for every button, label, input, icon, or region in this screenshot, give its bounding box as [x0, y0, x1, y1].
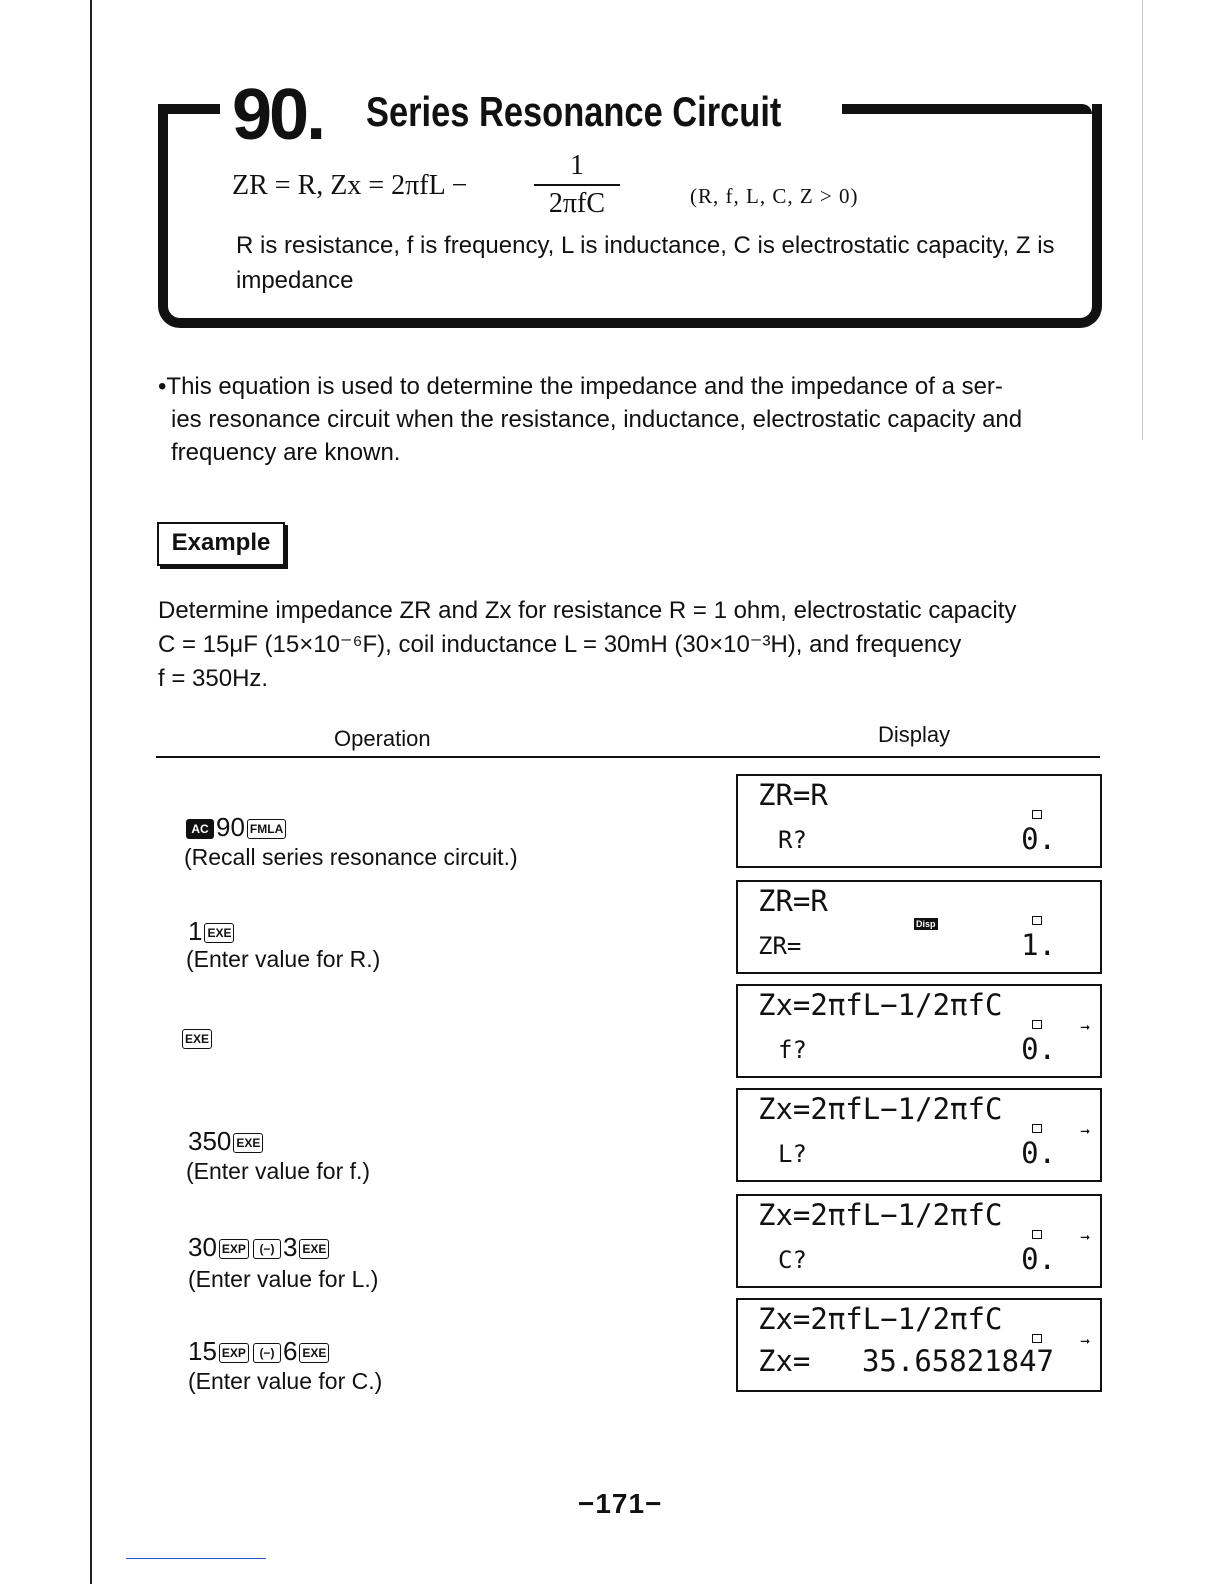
ac-key: AC — [186, 819, 214, 839]
description-line: ies resonance circuit when the resistance, inductance, electrostatic capacity and — [171, 406, 1023, 433]
footer-line — [126, 1558, 266, 1559]
indicator-d-icon — [1032, 916, 1042, 925]
step-keys-text: 1 — [188, 916, 203, 946]
indicator-d-icon — [1032, 1020, 1042, 1029]
formula-fraction — [534, 150, 620, 220]
exe-key: EXE — [204, 923, 234, 943]
indicator-d-icon — [1032, 1230, 1042, 1239]
step-keys-text: 15 — [188, 1336, 217, 1366]
lcd-display-3 — [736, 984, 1102, 1078]
formula-box-top-left — [158, 104, 220, 114]
operation-note-5: (Enter value for L.) — [188, 1266, 379, 1292]
operation-step-4 — [188, 1126, 265, 1157]
operation-header: Operation — [334, 726, 431, 751]
lcd-line-2: Zx= — [758, 1344, 811, 1378]
right-arrow-icon: ➞ — [1080, 1122, 1090, 1141]
fraction-bar — [534, 184, 620, 186]
operation-note-1: (Recall series resonance circuit.) — [184, 844, 518, 870]
lcd-value: 35.65821847 — [861, 1344, 1054, 1378]
operation-step-2 — [188, 916, 236, 947]
description-line: frequency are known. — [171, 439, 401, 466]
operation-step-3 — [180, 1022, 214, 1053]
lcd-line-1: Zx=2πfL−1/2πfC — [758, 1198, 1003, 1232]
lcd-value: 0. — [1021, 822, 1056, 856]
right-arrow-icon: ➞ — [1080, 1018, 1090, 1037]
page-number: −171− — [578, 1488, 663, 1519]
fmla-key: FMLA — [247, 819, 286, 839]
variable-definitions: R is resistance, f is frequency, L is inductance, C is electrostatic capacity, Z is impedance — [236, 232, 1055, 294]
indicator-d-icon — [1032, 1334, 1042, 1343]
lcd-line-1: ZR=R — [758, 884, 828, 918]
neg-key: (−) — [253, 1343, 281, 1363]
section-title: Series Resonance Circuit — [366, 88, 782, 135]
lcd-value: 0. — [1021, 1136, 1056, 1170]
task-line: f = 350Hz. — [158, 665, 269, 692]
lcd-line-2: C? — [778, 1246, 807, 1274]
exe-key: EXE — [182, 1029, 212, 1049]
lcd-line-2: L? — [778, 1140, 807, 1168]
example-task — [158, 594, 1108, 696]
fraction-numerator: 1 — [570, 150, 584, 181]
operation-note-4: (Enter value for f.) — [186, 1158, 371, 1184]
page-margin-line — [90, 0, 92, 1584]
lcd-display-6 — [736, 1298, 1102, 1392]
exp-key: EXP — [219, 1343, 249, 1363]
exe-key: EXE — [299, 1343, 329, 1363]
exe-key: EXE — [233, 1133, 263, 1153]
lcd-value: 0. — [1021, 1032, 1056, 1066]
operation-step-5 — [188, 1232, 331, 1263]
operation-note-2: (Enter value for R.) — [186, 946, 381, 972]
neg-key: (−) — [253, 1239, 281, 1259]
task-line: C = 15μF (15×10⁻⁶F), coil inductance L = 30mH (30×10⁻³H), and frequency — [158, 631, 962, 658]
lcd-line-2: f? — [778, 1036, 807, 1064]
example-label: Example — [157, 522, 285, 566]
indicator-d-icon — [1032, 1124, 1042, 1133]
table-rule — [156, 756, 1100, 758]
lcd-display-5 — [736, 1194, 1102, 1288]
exe-key: EXE — [299, 1239, 329, 1259]
step-keys-text: 30 — [188, 1232, 217, 1262]
description-line: •This equation is used to determine the impedance and the impedance of a ser- — [158, 373, 1003, 400]
lcd-line-2: R? — [778, 826, 807, 854]
right-arrow-icon: ➞ — [1080, 1332, 1090, 1351]
task-line: Determine impedance ZR and Zx for resistance R = 1 ohm, electrostatic capacity — [158, 597, 1017, 624]
operation-step-6 — [188, 1336, 331, 1367]
section-number: 90. — [232, 75, 324, 155]
lcd-line-1: Zx=2πfL−1/2πfC — [758, 988, 1003, 1022]
lcd-value: 1. — [1021, 928, 1056, 962]
lcd-display-2 — [736, 880, 1102, 974]
fraction-denominator: 2πfC — [548, 188, 606, 219]
disp-indicator: Disp — [916, 919, 936, 929]
formula: ZR = R, Zx = 2πfL − — [232, 170, 468, 201]
lcd-value: 0. — [1021, 1242, 1056, 1276]
lcd-line-1: Zx=2πfL−1/2πfC — [758, 1302, 1003, 1336]
operation-note-6: (Enter value for C.) — [188, 1368, 383, 1394]
exp-key: EXP — [219, 1239, 249, 1259]
lcd-line-2: ZR= — [758, 932, 802, 960]
lcd-line-1: Zx=2πfL−1/2πfC — [758, 1092, 1003, 1126]
page-margin-line-right — [1142, 0, 1143, 440]
lcd-line-1: ZR=R — [758, 778, 828, 812]
step-keys-text: 350 — [188, 1126, 232, 1156]
right-arrow-icon: ➞ — [1080, 1228, 1090, 1247]
step-keys-text: 3 — [282, 1232, 298, 1262]
lcd-display-1 — [736, 774, 1102, 868]
formula-conditions: (R, f, L, C, Z > 0) — [690, 184, 859, 208]
step-keys-text: 6 — [282, 1336, 298, 1366]
lcd-display-4 — [736, 1088, 1102, 1182]
description — [158, 370, 1108, 469]
indicator-d-icon — [1032, 810, 1042, 819]
step-keys-text: 90 — [216, 812, 245, 842]
formula-box-top-right — [842, 104, 1092, 114]
operation-step-1 — [184, 812, 288, 843]
display-header: Display — [878, 722, 951, 747]
